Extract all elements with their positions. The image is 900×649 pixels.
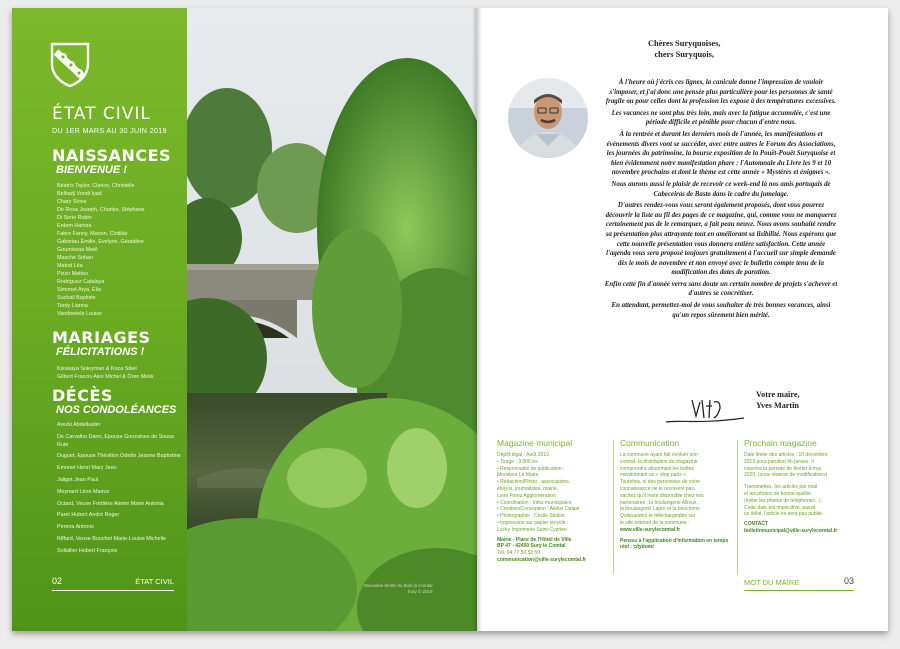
page-gutter [472, 8, 482, 631]
mayor-portrait [508, 78, 588, 158]
mayor-letter [604, 78, 838, 322]
list-item: Arezki Abdelkader [57, 422, 101, 428]
mariages-list [57, 365, 185, 381]
list-item: Jaligot Jean Paul [57, 476, 99, 483]
list-item: Gaboriau Émilie, Evelyne, Géraldine [57, 239, 144, 245]
etat-civil-period: DU 1ER MARS AU 30 JUIN 2019 [52, 126, 167, 135]
list-item: Matrat Léa [57, 263, 83, 269]
list-item: Tardy Lianna [57, 303, 88, 309]
mairie-phone: Tél. 04 77 50 52 50 [497, 550, 541, 557]
prochain-details: Date limite des articles : 10 décembre 2019 pour parution fin janvier. Il couvrira la période de février à mai 2020. (sous réserve de modifications) Transmettez, les articles par mail et les photos de bonne qualité (éviter les photos de téléphones...). Cette date est impérative, passé ce délai, l'article ne sera pas publié. CONTACT bulletinmunicipal@ville-surylecomtal.fr [744, 452, 854, 535]
page-number: 03 [843, 576, 854, 586]
mariages-title: MARIAGES [52, 328, 151, 347]
letter-paragraph: En attendant, permettez-moi de vous souhaiter de très bonnes vacances, ainsi qu'un repos sûrement bien mérité. [611, 302, 831, 319]
prochain-title: Prochain magazine [744, 438, 817, 448]
column-divider [613, 440, 614, 574]
list-item: Belhadj Vondi Iyad [57, 191, 102, 197]
prochain-magazine-column [744, 438, 854, 535]
list-item: Simonet Arya, Élia [57, 287, 102, 293]
magazine-spread [12, 8, 888, 631]
naissances-subtitle: BIENVENUE ! [56, 164, 127, 176]
list-item: Fabre Fanny, Manon, Clotilde [57, 231, 128, 237]
communication-title: Communication [620, 438, 680, 448]
letter-paragraph: Nous aurons aussi le plaisir de recevoir ce week-end là nos amis portugais de Cabeceiras de Basto dans le cadre du jumelage. [611, 180, 831, 198]
list-item: Goumissaa Maël [57, 247, 98, 253]
list-item: Octard, Veuve Frédière Aimée Marie Antonia [57, 500, 164, 507]
communication-details: La commune ayant fait évoluer son contrat, la distribution du magazine comprendra désormais les boîtes mentionnant un « stop pubs ». Toutefois, si des personnes de votre connaissance ne le reçoivent pas, sachez qu'il reste disponible chez nos partenaires : la boulangerie Allioux, la boulangerie Lapro et la boucherie Quiquandon et téléchargeable sur le site internet de la commune : www.ville-surylecomtal.fr Pensez à l'application d'information en temps réel : citykomi [620, 452, 729, 551]
deces-subtitle: NOS CONDOLÉANCES [56, 404, 177, 416]
list-item: Masche Sohan [57, 255, 93, 261]
section-label: MOT DU MAIRE [744, 578, 800, 587]
mayor-signature-icon [662, 394, 748, 428]
naissances-title: NAISSANCES [52, 146, 172, 165]
list-item: Sollallier Hubert François [57, 547, 118, 554]
photo-caption: Mouvaise Morte du Bois la Comtal Sury © 2019 [364, 583, 433, 594]
mariages-subtitle: FÉLICITATIONS ! [56, 346, 145, 358]
section-label: ÉTAT CIVIL [135, 577, 174, 586]
mayor-photo-icon [508, 78, 588, 158]
naissances-list [57, 182, 185, 318]
deces-list [57, 422, 185, 560]
list-item: Duguet, Épouse Thévillon Odette Jeanne Baptistine [57, 453, 181, 460]
list-item: Gilbert Francis Alex Michel & Ören Melis [57, 374, 154, 380]
list-item: Erdem Hamza [57, 223, 92, 229]
magazine-info-column [497, 438, 607, 564]
communication-email-link[interactable]: communication@ville-surylecomtal.fr [497, 556, 587, 563]
contact-email-link[interactable]: bulletinmunicipal@ville-surylecomtal.fr [744, 527, 838, 534]
list-item: Emonet Henri Mary Jean [57, 465, 117, 472]
list-item: Chary Sirine [57, 199, 87, 205]
deces-title: DÉCÈS [52, 386, 113, 405]
column-divider [737, 440, 738, 574]
list-item: Vandewiele Louise [57, 311, 102, 317]
citykomi-logo: citykomi [633, 544, 654, 551]
letter-paragraph: D'autres rendez-vous vous seront également proposés, dont vous pourrez découvrir la liste au fil des pages de ce magazine, qui, comme vous ne manquerez certainement pas de le remarquer, a fait peau neuve. Nous avons souhaité rendre sa présentation plus attrayante tout en améliorant sa lisibilité. Nous espérons que cette nouvelle présentation vous donnera entière satisfaction. Cette année l'agenda vous sera proposé toujours gratuitement à l'accueil sur simple demande dès le mois de novembre et non envoyé avec le bulletin compte tenu de la modification des dates de parution. [605, 202, 837, 277]
list-item: Pereira Antonio [57, 524, 94, 531]
letter-paragraph: À la rentrée et durant les derniers mois de l'année, les manifestations et événements divers vont se succéder, avec entre autres le Forum des Associations, les journées du patrimoine, la bourse exposition de la Pouët-Pouët Suryquoise et bien évidemment notre manifestation phare : l'Automnale du Livre les 9 et 10 novembre prochains et dont le thème est cette année « Mystères et énigmes ». [606, 130, 836, 177]
etat-civil-title: ÉTAT CIVIL [52, 104, 151, 124]
list-item: De Rosa Joseph, Charles, Stéphane [57, 207, 145, 213]
communication-column [620, 438, 730, 551]
list-item: Rodriguez Catalaya [57, 279, 105, 285]
footer-rule [744, 590, 854, 591]
footer-rule [52, 590, 174, 591]
river-bridge-photo [187, 8, 477, 631]
letter-greeting: Chères Suryquoises, chers Suryquois, [648, 39, 721, 59]
app-promo: Pensez à l'application d'information en temps réel : citykomi [620, 537, 729, 551]
town-crest-icon [50, 42, 90, 88]
list-item: Béatrix Taylor, Clarice, Christelle [57, 183, 135, 189]
list-item: Suchail Baptiste [57, 295, 96, 301]
list-item: De Carvalho Dairo, Épouse Gonzalves de Sousa Rute [57, 433, 174, 448]
list-item: Paret Hubert André Roger [57, 512, 120, 519]
mairie-address: Mairie - Place de l'Hôtel de Ville [497, 536, 572, 543]
letter-paragraph: À l'heure où j'écris ces lignes, la canicule donne l'impression de vouloir s'imposer, et j'ai donc une pensée plus particulière pour les personnes de santé fragile ou pour celles dont la profession les expose à des températures excessives. [605, 79, 837, 106]
website-link[interactable]: www.ville-surylecomtal.fr [620, 526, 681, 533]
contact-label: CONTACT [744, 521, 769, 528]
signoff: Votre maire, Yves Martin [756, 390, 800, 410]
list-item: Meynard Léon Marius [57, 488, 110, 495]
magazine-title: Magazine municipal [497, 438, 573, 448]
letter-paragraph: Enfin cette fin d'année verra sans doute un certain nombre de projets s'achever et d'autres se concrétiser. [604, 280, 838, 298]
list-item: Di Serio Robin [57, 215, 92, 221]
list-item: Pizzo Matteo [57, 271, 89, 277]
landscape-image [187, 8, 477, 631]
page-number: 02 [52, 576, 63, 586]
magazine-details: Dépôt légal : Août 2019 • Tirage : 3 000 ex. • Responsable de publication : Monsieur Le Maire • Rédaction/Photo : associations, élu(e)s, journalistes, mairie, Loire Forez Agglomération • Coordination : Infos municipales • Création/Conception : Atelier Dalale • Photographie : Cécile Stollon • Impression sur papier recyclé : Lucky Imprimerie Saint-Cyprien Mairie - Place de l'Hôtel de Ville BP 47 - 42450 Sury le Comtal Tél. 04 77 50 52 50 communication@ville-surylecomtal.fr [497, 452, 607, 564]
etat-civil-column [12, 8, 187, 631]
letter-paragraph: Les vacances ne sont plus très loin, mais avec la fatigue accumulée, c'est une période difficile et pénible pour chacun d'entre nous. [611, 109, 831, 127]
list-item: Kisukaya Soleyman & Koca Sibel [57, 366, 137, 372]
list-item: Riffard, Veuve Bouchet Marie-Louise Michelle [57, 535, 166, 542]
